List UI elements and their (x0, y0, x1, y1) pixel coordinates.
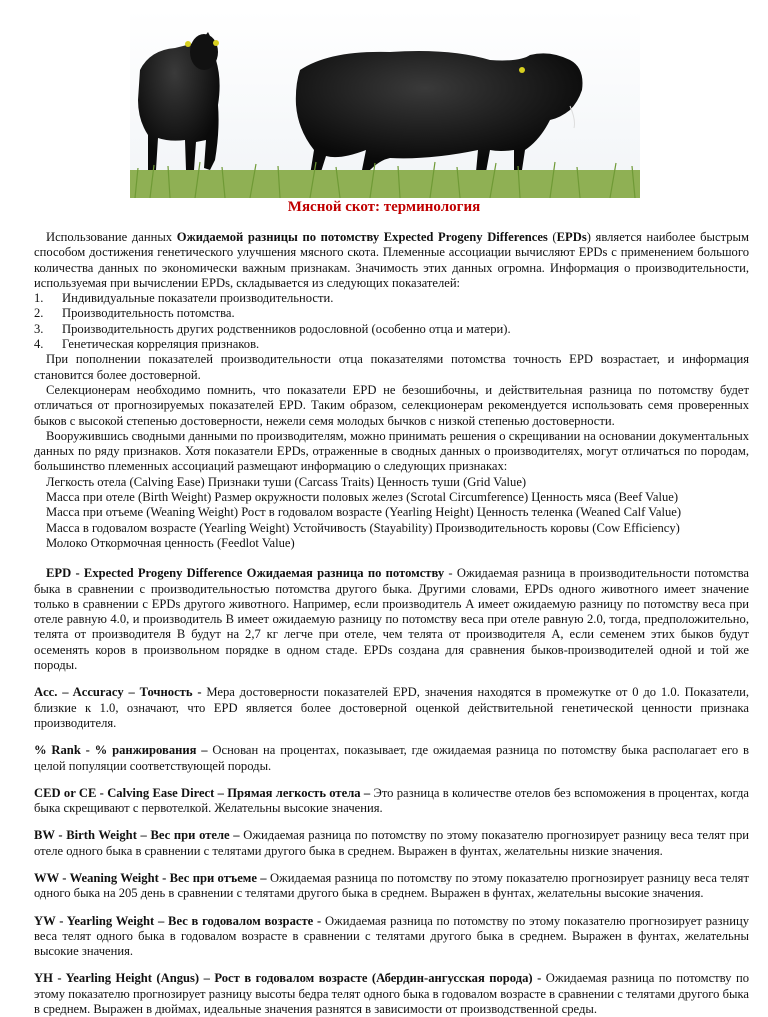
list-item: 2. Производительность потомства. (34, 306, 235, 321)
cattle-photo (130, 10, 640, 198)
trait-line: Масса в годовалом возрасте (Yearling Weight) Устойчивость (Stayability) Производительность коровы (Cow Efficiency) (46, 520, 680, 535)
epd-term-bold: Ожидаемой разницы по потомству Expected Progeny Differences (176, 230, 548, 244)
sire-summary-paragraph: Вооружившись сводными данными по производителям, можно принимать решения о скрещивании на основании документальных данных по ряду признаков. Хотя показатели EPDs, отраженные в сводных данных о производителях, могут отличаться по породам, большинство племенных ассоциаций размещают информацию о следующих признаках: (34, 428, 749, 474)
black-angus-cattle-image (130, 10, 640, 198)
term-yearling-weight: YW - Yearling Weight – Вес в годовалом возрасте - Ожидаемая разница по потомству по этому показателю прогнозирует разницу веса телят одного быка в годовалом возрасте в сравнении с телятами другого быка в среднем. Выражен в фунтах, желательны высокие значения. (34, 913, 749, 959)
trait-line: Масса при отеле (Birth Weight) Размер окружности половых желез (Scrotal Circumference) Ценность мяса (Beef Value) (46, 490, 679, 505)
term-birth-weight: BW - Birth Weight – Вес при отеле – Ожидаемая разница по потомству по этому показателю прогнозирует разницу веса телят при отеле одного быка в сравнении с телятами другого быка в среднем. Выражен в фунтах, желательны низкие значения. (34, 828, 749, 858)
trait-line: Молоко Откормочная ценность (Feedlot Value) (46, 535, 295, 550)
indicator-list (34, 291, 749, 352)
trait-line: Масса при отъеме (Weaning Weight) Рост в годовалом возрасте (Yearling Height) Ценность теленка (Weaned Calf Value) (46, 505, 682, 520)
traits-list (34, 475, 749, 551)
trait-line: Легкость отела (Calving Ease) Признаки туши (Carcass Traits) Ценность туши (Grid Value) (46, 474, 527, 489)
page-title: Мясной скот: терминология (287, 199, 481, 215)
accuracy-paragraph: При пополнении показателей производительности отца показателями потомства точность EPD возрастает, и информация становится более достоверной. (34, 352, 749, 382)
document-body (34, 230, 749, 1017)
term-accuracy: Acc. – Accuracy – Точность - Мера достоверности показателей EPD, значения находятся в промежутке от 0 до 1.0. Показатели, близкие к 1.0, означают, что EPD является более достоверной оценкой действительной генетической ценности признака производителя. (34, 685, 749, 730)
epds-abbr: EPDs (556, 230, 587, 244)
term-rank: % Rank - % ранжирования – Основан на процентах, показывает, где ожидаемая разница по потомству быка располагает его в целой популяции соответствующей породы. (34, 743, 749, 773)
term-yearling-height: YH - Yearling Height (Angus) – Рост в годовалом возрасте (Абердин-ангусская порода) - Ожидаемая разница по потомству по этому показателю прогнозирует разницу высоты бедра телят одного быка в годовалом возрасте в сравнении с телятами другого быка в среднем. Выражен в дюймах, идеальные значения разнятся в зависимости от производственной среды. (34, 971, 749, 1017)
list-item: 4. Генетическая корреляция признаков. (34, 337, 260, 352)
term-epd: EPD - Expected Progeny Difference Ожидаемая разница по потомству - Ожидаемая разница в производительности потомства быка в сравнении с производительностью потомства другого быка. Другими словами, EPDs одного животного имеет значение только в сравнении с EPDs другого животного. Например, если производитель А имеет ожидаемую разницу по потомству веса при отеле равную 4.0, и производитель В имеет ожидаемую разницу по потомству веса при отеле равную 2.0, тогда, предположительно, телята от производителя В будут на 2,7 кг легче при отеле, чем телята от производителя А, если семенем этих быков будут осеменять коров в произвольном порядке в одном стаде. EPDs создана для сравнения быков-производителей одной и той же породы. (34, 566, 749, 673)
intro-paragraph: Использование данных Ожидаемой разницы по потомству Expected Progeny Differences (EPDs) является наиболее быстрым способом достижения генетического улучшения мясного скота. Племенные ассоциации вычисляют EPDs с применением большого количества данных по экономически важным признакам. Значимость этих данных огромна. Информация о производительности, используемая при вычислении EPDs, складывается из следующих показателей: (34, 230, 749, 290)
term-weaning-weight: WW - Weaning Weight - Вес при отъеме – Ожидаемая разница по потомству по этому показателю прогнозирует разницу веса телят одного быка на 205 день в сравнении с телятами другого быка в среднем. Выражен в фунтах, желательны высокие значения. (34, 870, 749, 901)
term-calving-ease: CED or CE - Calving Ease Direct – Прямая легкость отела – Это разница в количестве отелов без вспоможения в процентах, когда быка скрещивают с первотелкой. Желательны высокие значения. (34, 785, 749, 816)
list-item: 1. Индивидуальные показатели производительности. (34, 291, 334, 306)
list-item: 3. Производительность других родственников родословной (особенно отца и матери). (34, 321, 511, 336)
breeders-paragraph: Селекционерам необходимо помнить, что показатели EPD не безошибочны, и действительная разница по потомству будет отличаться от прогнозируемых показателей EPD. Таким образом, селекционерам рекомендуется использовать семя проверенных быков с высокой степенью достоверности, нежели семя молодых бычков с низкой степенью достоверности. (34, 382, 749, 428)
